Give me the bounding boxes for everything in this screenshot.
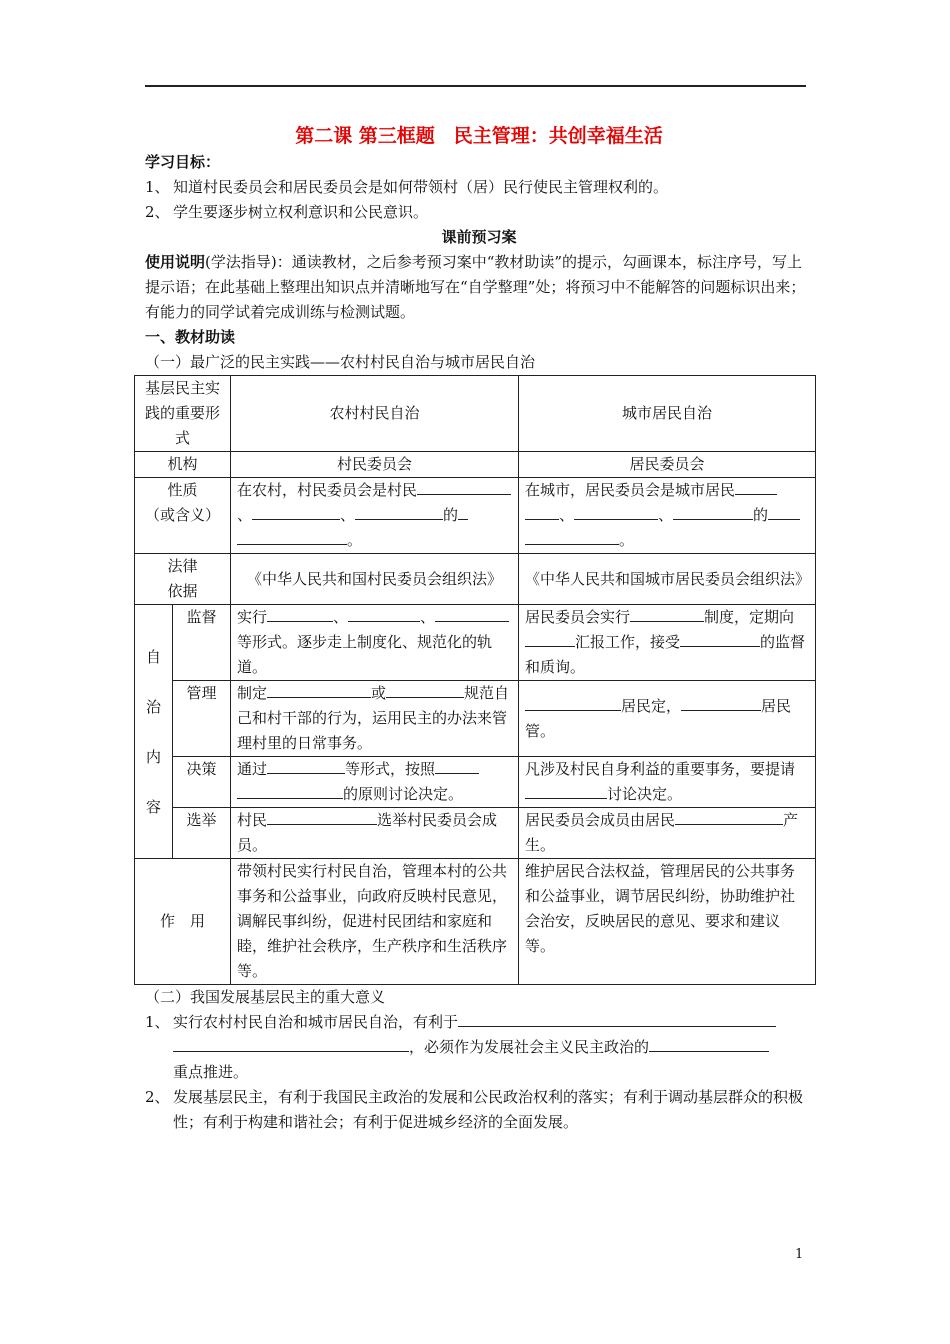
usage-note [145,250,813,325]
meaning-item: 2、 发展基层民主，有利于我国民主政治的发展和公民政治权利的落实；有利于调动基层群众的积极性；有利于构建和谐社会；有利于促进城乡经济的全面发展。 [145,1088,804,1131]
row-label-zuoyong: 作 用 [135,859,231,985]
objective-item: 1、 知道村民委员会和居民委员会是如何带领村（居）民行使民主管理权利的。 [145,178,669,196]
page-title: 第二课 第三框题 民主管理：共创幸福生活 [295,125,663,147]
meaning-item: 1、 实行农村村民自治和城市居民自治，有利于，必须作为发展社会主义民主政治的 重点推进。 [145,1010,813,1085]
subsection-heading: （一）最广泛的民主实践——农村村民自治与城市居民自治 [145,353,536,371]
subsection-heading: （二）我国发展基层民主的重大意义 [145,988,386,1006]
header-rule [145,85,806,87]
table-cell: 居民委员会实行 制度，定期向汇报工作，接受 的监督和质询。 [519,605,816,681]
table-header-cell: 城市居民自治 [519,376,816,452]
table-cell: 实行 、 、等形式。逐步走上制度化、规范化的轨道。 [231,605,519,681]
row-label-juece: 决策 [173,757,231,808]
autonomy-table [134,375,816,985]
table-cell: 通过 等形式，按照的原则讨论决定。 [231,757,519,808]
section-heading: 一、教材助读 [145,328,236,346]
objective-item: 2、 学生要逐步树立权利意识和公民意识。 [145,203,429,221]
row-label-xingzhi: 性质 （或含义） [135,478,231,554]
row-label-falv: 法律 依据 [135,554,231,605]
table-cell: 制定 或 规范自己和村干部的行为，运用民主的办法来管理村里的日常事务。 [231,681,519,757]
table-cell: 村民 选举村民委员会成员。 [231,808,519,859]
row-label-jigou: 机构 [135,452,231,478]
row-label-zizhi-neirong: 自 治 内 容 [135,605,173,859]
table-cell: 带领村民实行村民自治，管理本村的公共事务和公益事业，向政府反映村民意见，调解民事纠纷，促进村民团结和家庭和睦，维护社会秩序，生产秩序和生活秩序等。 [231,859,519,985]
document-body [145,122,813,1135]
table-cell: 在农村，村民委员会是村民、 、 的。 [231,478,519,554]
page-number: 1 [795,1247,804,1262]
table-cell: 《中华人民共和国村民委员会组织法》 [231,554,519,605]
usage-text: (学法指导)：通读教材，之后参考预习案中“教材助读”的提示，勾画课本，标注序号，写上提示语；在此基础上整理出知识点并清晰地写在“自学整理”处；将预习中不能解答的问题标识出来；有能力的同学试着完成训练与检测试题。 [145,253,806,321]
table-cell: 《中华人民共和国城市居民委员会组织法》 [519,554,816,605]
preview-heading: 课前预习案 [441,228,517,246]
objectives-heading: 学习目标： [145,153,221,171]
row-label-xuanju: 选举 [173,808,231,859]
table-cell: 村民委员会 [231,452,519,478]
table-cell: 维护居民合法权益，管理居民的公共事务和公益事业，调节居民纠纷，协助维护社会治安，反映居民的意见、要求和建议等。 [519,859,816,985]
table-cell: 在城市，居民委员会是城市居民、 、 的。 [519,478,816,554]
table-cell: 居民委员会成员由居民 产生。 [519,808,816,859]
table-cell: 居民定， 居民管。 [519,681,816,757]
usage-label: 使用说明 [145,253,206,271]
table-cell: 凡涉及村民自身利益的重要事务，要提请讨论决定。 [519,757,816,808]
row-label-jiandu: 监督 [173,605,231,681]
table-header-cell: 农村村民自治 [231,376,519,452]
row-label-guanli: 管理 [173,681,231,757]
table-cell: 居民委员会 [519,452,816,478]
table-header-cell: 基层民主实践的重要形式 [135,376,231,452]
